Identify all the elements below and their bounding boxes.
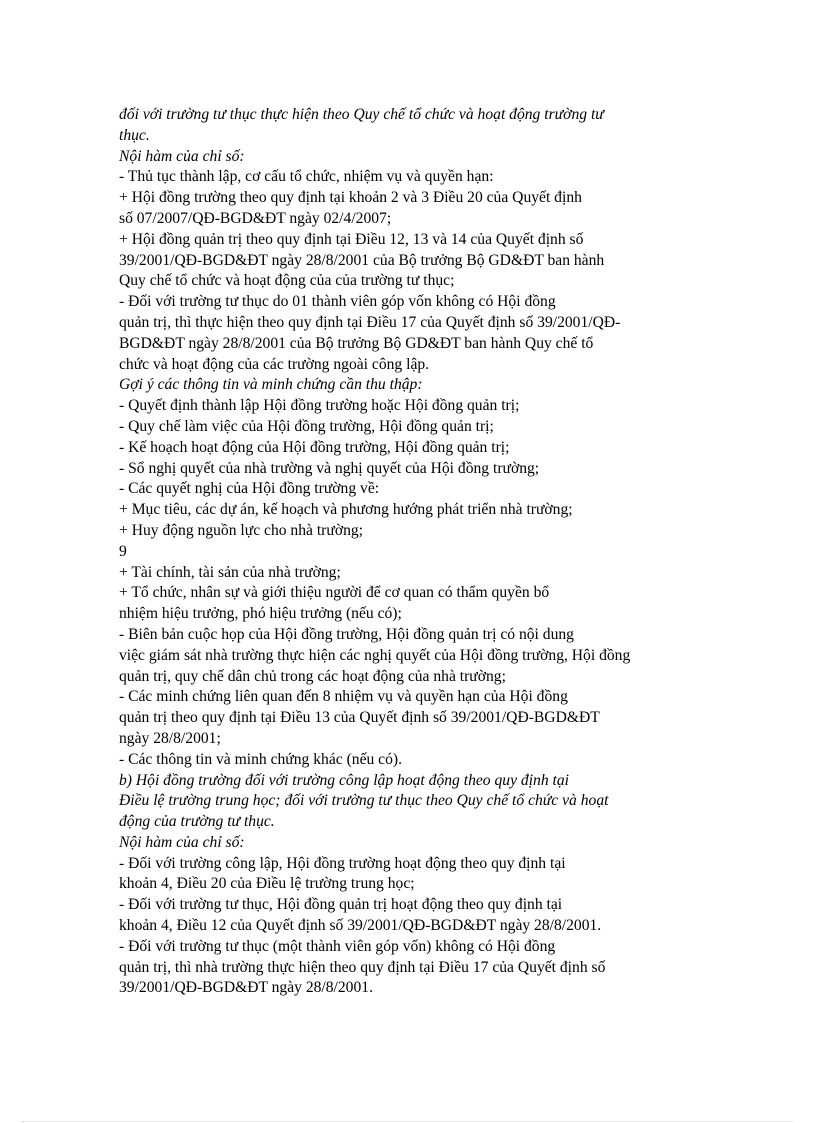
text-line: Quy chế tổ chức và hoạt động của của trường tư thục; <box>119 272 455 290</box>
page-bottom-rule <box>22 1121 794 1122</box>
text-line: - Sổ nghị quyết của nhà trường và nghị quyết của Hội đồng trường; <box>119 459 540 477</box>
text-line: + Tài chính, tài sản của nhà trường; <box>119 563 341 581</box>
text-line: b) Hội đồng trường đối với trường công lập hoạt động theo quy định tại <box>119 771 569 789</box>
text-line: thục. <box>119 126 150 144</box>
text-line: quản trị, quy chế dân chủ trong các hoạt động của nhà trường; <box>119 667 506 685</box>
text-line: - Các thông tin và minh chứng khác (nếu có). <box>119 750 402 768</box>
text-line: - Các minh chứng liên quan đến 8 nhiệm vụ và quyền hạn của Hội đồng <box>119 688 568 706</box>
text-line: Điều lệ trường trung học; đối với trường tư thục theo Quy chế tổ chức và hoạt <box>119 792 609 810</box>
text-line: Nội hàm của chỉ số: <box>119 833 245 851</box>
text-line: khoản 4, Điều 20 của Điều lệ trường trung học; <box>119 875 415 893</box>
text-line: 39/2001/QĐ-BGD&ĐT ngày 28/8/2001. <box>119 979 373 997</box>
text-line: nhiệm hiệu trưởng, phó hiệu trưởng (nếu có); <box>119 605 402 623</box>
page-number: 9 <box>119 542 127 560</box>
text-line: - Đối với trường tư thục do 01 thành viên góp vốn không có Hội đồng <box>119 293 556 311</box>
text-line: - Quyết định thành lập Hội đồng trường hoặc Hội đồng quản trị; <box>119 397 520 415</box>
text-line: - Các quyết nghị của Hội đồng trường về: <box>119 480 380 498</box>
text-line: việc giám sát nhà trường thực hiện các nghị quyết của Hội đồng trường, Hội đồng <box>119 646 631 664</box>
text-line: - Thủ tục thành lập, cơ cấu tổ chức, nhiệm vụ và quyền hạn: <box>119 168 494 186</box>
text-line: động của trường tư thục. <box>119 813 275 831</box>
text-line: ngày 28/8/2001; <box>119 729 221 747</box>
text-line: + Tổ chức, nhân sự và giới thiệu người để cơ quan có thẩm quyền bổ <box>119 584 550 602</box>
text-line: - Biên bản cuộc họp của Hội đồng trường, Hội đồng quản trị có nội dung <box>119 625 574 643</box>
text-line: 39/2001/QĐ-BGD&ĐT ngày 28/8/2001 của Bộ trưởng Bộ GD&ĐT ban hành <box>119 251 605 269</box>
document-body <box>119 105 719 999</box>
text-line: + Hội đồng quản trị theo quy định tại Điều 12, 13 và 14 của Quyết định số <box>119 230 584 248</box>
text-line: quản trị, thì nhà trường thực hiện theo quy định tại Điều 17 của Quyết định số <box>119 958 606 976</box>
text-line: BGD&ĐT ngày 28/8/2001 của Bộ trưởng Bộ GD&ĐT ban hành Quy chế tổ <box>119 334 594 352</box>
text-line: + Huy động nguồn lực cho nhà trường; <box>119 521 363 539</box>
text-line: quản trị, thì thực hiện theo quy định tại Điều 17 của Quyết định số 39/2001/QĐ- <box>119 313 621 331</box>
text-line: quản trị theo quy định tại Điều 13 của Quyết định số 39/2001/QĐ-BGD&ĐT <box>119 709 600 727</box>
text-line: khoản 4, Điều 12 của Quyết định số 39/2001/QĐ-BGD&ĐT ngày 28/8/2001. <box>119 917 602 935</box>
text-line: Nội hàm của chỉ số: <box>119 147 245 165</box>
text-line: - Quy chế làm việc của Hội đồng trường, Hội đồng quản trị; <box>119 417 494 435</box>
text-line: - Kế hoạch hoạt động của Hội đồng trường, Hội đồng quản trị; <box>119 438 510 456</box>
text-line: + Mục tiêu, các dự án, kế hoạch và phương hướng phát triển nhà trường; <box>119 501 573 519</box>
text-line: chức và hoạt động của các trường ngoài công lập. <box>119 355 430 373</box>
text-line: - Đối với trường công lập, Hội đồng trường hoạt động theo quy định tại <box>119 854 566 872</box>
text-line: đối với trường tư thục thực hiện theo Quy chế tổ chức và hoạt động trường tư <box>119 106 604 123</box>
text-line: + Hội đồng trường theo quy định tại khoản 2 và 3 Điều 20 của Quyết định <box>119 189 582 207</box>
text-line: Gợi ý các thông tin và minh chứng cần thu thập: <box>119 376 423 394</box>
text-line: - Đối với trường tư thục (một thành viên góp vốn) không có Hội đồng <box>119 937 556 955</box>
text-line: số 07/2007/QĐ-BGD&ĐT ngày 02/4/2007; <box>119 209 392 227</box>
text-line: - Đối với trường tư thục, Hội đồng quản trị hoạt động theo quy định tại <box>119 896 563 914</box>
